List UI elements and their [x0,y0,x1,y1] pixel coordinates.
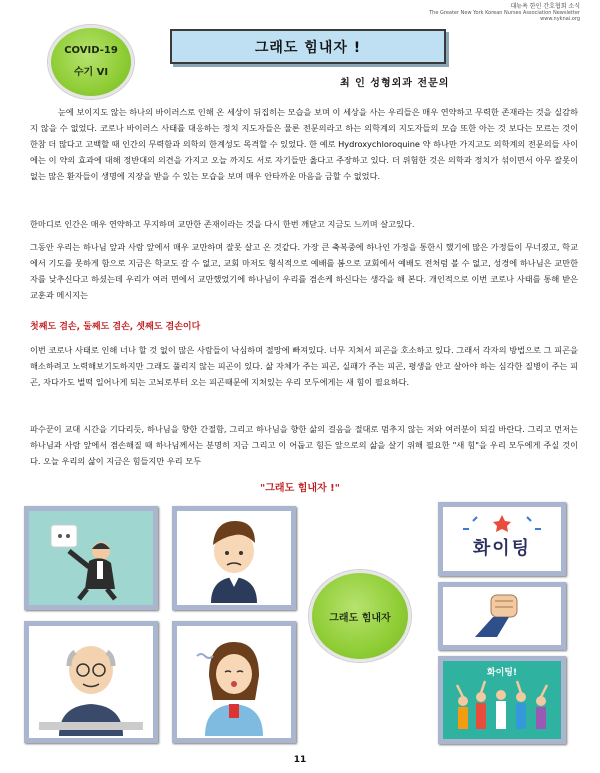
org-name-korean: 대뉴욕 한인 간호협회 소식 [510,3,580,10]
illustration-sighing-woman [172,621,296,743]
illustration-worried-man [172,506,296,610]
illustration-exhausted-old-man [24,621,158,743]
covid-badge-line1: COVID-19 [64,45,118,56]
cheer-up-circle: 그래도 힘내자 [309,570,411,662]
worried-man-icon [177,511,291,605]
sighing-woman-icon [177,626,291,738]
author-line: 최 인 성형외과 전문의 [340,78,450,89]
paragraph-4: 이번 코로나 사태로 인해 너나 할 것 없이 많은 사람들이 낙심하며 절망에 빠져있다. 너무 지쳐서 피곤을 호소하고 있다. 그래서 각자의 방법으로 그 피곤을 해소하려고 노력해보기도하지만 그래도 풀리지 않는 피곤이 있다. 삶 자체가 주는 피곤, 실패가 주는 피곤, 평생을 안고 살아야 하는 심각한 질병이 주는 피곤, 자다가도 벌떡 일어나게 되는 고뇌로부터 오는 피곤때문에 지쳐있는 우리 모두에게는 새 힘이 필요하다. [30,345,578,387]
newsletter-header [429,4,580,22]
covid-badge [48,25,134,99]
page-number: 11 [293,755,307,765]
paragraph-2: 한마디로 인간은 매우 연약하고 무지하며 교만한 존재이라는 것을 다시 한번 깨닫고 지금도 느끼며 살고있다. [30,219,415,229]
illustration-cheering-crowd [438,656,566,744]
covid-badge-line2: 수기 VI [73,67,109,78]
humility-subheading: 첫째도 겸손, 둘째도 겸손, 셋째도 겸손이다 [30,322,201,332]
org-website: www.nyknai.org [540,16,580,22]
illustration-fighting-banner [438,502,566,576]
illustration-tired-man [24,506,158,610]
tired-man-at-outlet-icon [29,511,153,605]
illustration-raised-fist [438,582,566,650]
paragraph-1: 눈에 보이지도 않는 하나의 바이러스로 인해 온 세상이 뒤집히는 모습을 보며 이 세상을 사는 우리들은 매우 연약하고 무력한 존재라는 것을 실감하지 않을 수 없었다. 코로나 바이러스 사태를 대응하는 정치 지도자들은 물론 전문의라고 하는 의학계의 지도자들의 모습 또한 아는 것 보다는 모르는 것이 한참 더 많다고 고백할 때 인간의 무력함과 의학의 한계성도 목격할 수 있었다. 한 예로 Hydroxychloroquine 약 하나만 가지고도 의학계의 전문의들 사이에는 이 약의 효과에 대해 정반대의 의견을 가지고 오늘 까지도 서로 자기들만 옳다고 주장하고 있다. 더 위험한 것은 의학과 정치가 섞이면서 아무 잘못이 없는 많은 환자들이 생명에 지장을 받을 수 있는 모습을 보며 매우 안타까운 마음을 금할 수 없었다. [30,107,578,181]
exhausted-old-man-icon [29,626,153,738]
paragraph-3: 그동안 우리는 하나님 앞과 사람 앞에서 매우 교만하며 잘못 살고 온 것같다. 가장 큰 축복중에 하나인 가정을 통한시 했기에 많은 가정들이 무너졌고, 학교에서 기도를 못하게 함으로 지금은 학교도 갈 수 없고, 교회 마저도 형식적으로 예배를 봄으로 교회에서 예배도 전처럼 볼 수 없고, 성경에 하나님은 교만한 자를 낮추신다고 하셨는데 우리가 여러 면에서 교만했었기에 하나님이 우리를 겸손케 하신다는 생각을 해 본다. 개인적으로 이번 코로나 사태를 통해 받은 교훈과 메시지는 [30,242,578,300]
crowd-banner-text: 화이팅! [486,668,518,678]
paragraph-5: 파수꾼이 교대 시간을 기다리듯, 하나님을 향한 간절함, 그리고 하나님을 향한 삶의 걸음을 절대로 멈추지 않는 저와 여러분이 되길 바란다. 그리고 먼저는 하나님과 사람 앞에서 겸손해질 때 하나님께서는 분명히 지금 그리고 이 어둡고 힘든 앞으로의 삶을 살기 위해 필요한 "새 힘"을 우리 모두에게 주실 것이다. 오늘 우리의 삶이 지금은 힘들지만 우리 모두 [30,424,578,466]
org-name-english: The Greater New York Korean Nurses Association Newsletter [429,10,580,16]
fighting-banner-text: 화이팅 [472,538,532,559]
raised-fist-icon [443,587,561,645]
article-title: 그래도 힘내자 ! [170,29,446,64]
cheer-heading: "그래도 힘내자 !" [260,483,340,494]
